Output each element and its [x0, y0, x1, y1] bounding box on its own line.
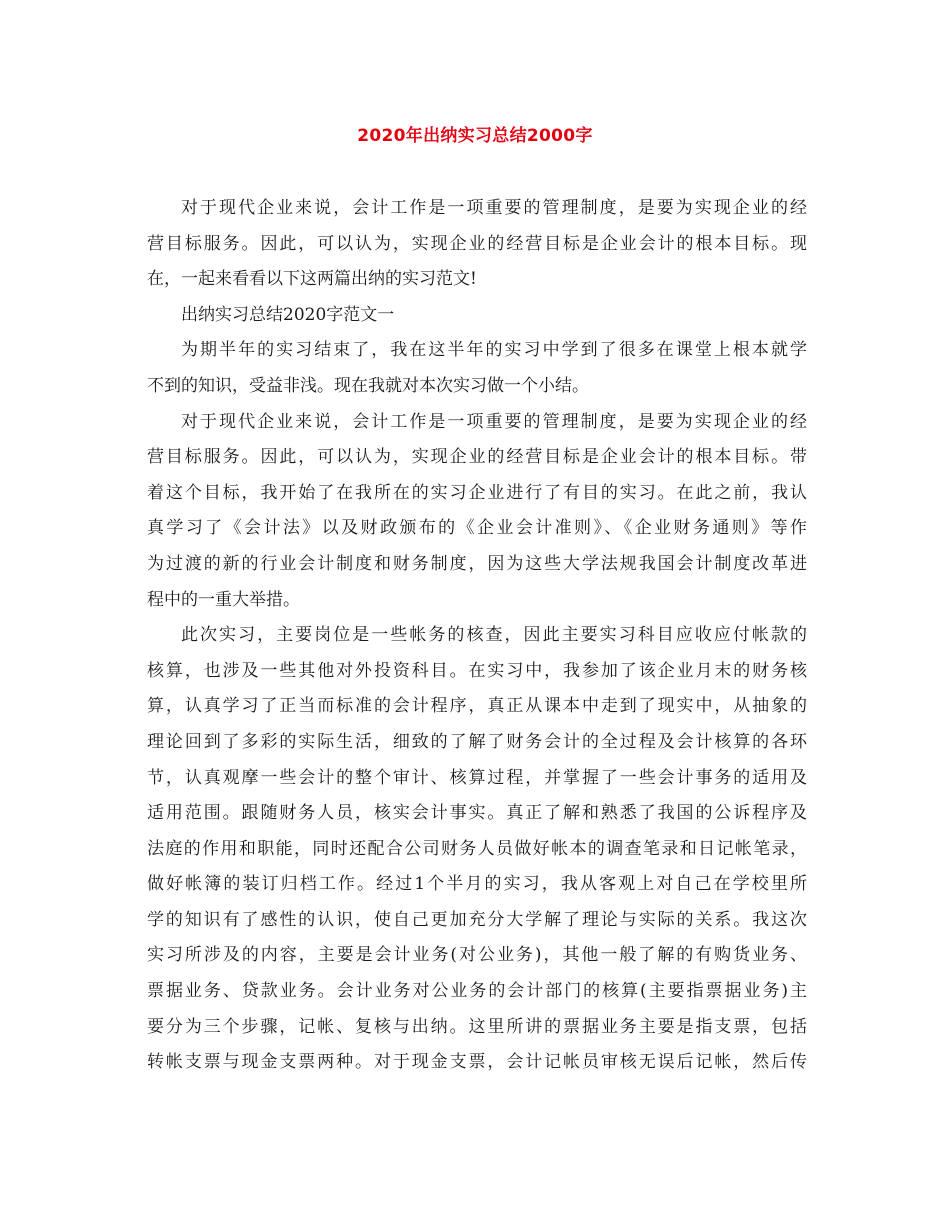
- body-text-line: 营目标服务。因此，可以认为，实现企业的经营目标是企业会计的根本目标。带: [147, 447, 807, 468]
- body-text-line: 实习所涉及的内容，主要是会计业务(对公业务)，其他一般了解的有购货业务、: [147, 945, 807, 966]
- body-text-line: 在，一起来看看以下这两篇出纳的实习范文!: [147, 269, 477, 290]
- body-text-line: 为期半年的实习结束了，我在这半年的实习中学到了很多在课堂上根本就学: [181, 340, 807, 361]
- body-text-line: 转帐支票与现金支票两种。对于现金支票，会计记帐员审核无误后记帐，然后传: [147, 1052, 807, 1073]
- body-text-line: 学的知识有了感性的认识，使自己更加充分大学解了理论与实际的关系。我这次: [147, 909, 807, 930]
- body-text-line: 适用范围。跟随财务人员，核实会计事实。真正了解和熟悉了我国的公诉程序及: [147, 803, 807, 824]
- body-text-line: 不到的知识，受益非浅。现在我就对本次实习做一个小结。: [147, 375, 589, 396]
- document-title: 2020年出纳实习总结2000字: [357, 126, 593, 146]
- body-text-line: 法庭的作用和职能，同时还配合公司财务人员做好帐本的调查笔录和日记帐笔录，: [147, 838, 807, 859]
- document-body: [147, 191, 807, 1081]
- body-text-line: 票据业务、贷款业务。会计业务对公业务的会计部门的核算(主要指票据业务)主: [147, 981, 807, 1002]
- body-text-line: 为过渡的新的行业会计制度和财务制度，因为这些大学法规我国会计制度改革进: [147, 553, 807, 574]
- body-text-line: 要分为三个步骤，记帐、复核与出纳。这里所讲的票据业务主要是指支票，包括: [147, 1016, 807, 1037]
- body-text-line: 营目标服务。因此，可以认为，实现企业的经营目标是企业会计的根本目标。现: [147, 233, 807, 254]
- body-text-line: 核算，也涉及一些其他对外投资科目。在实习中，我参加了该企业月末的财务核: [147, 660, 807, 681]
- body-text-line: 出纳实习总结2020字范文一: [181, 304, 395, 325]
- body-text-line: 着这个目标，我开始了在我所在的实习企业进行了有目的实习。在此之前，我认: [147, 482, 807, 503]
- body-text-line: 理论回到了多彩的实际生活，细致的了解了财务会计的全过程及会计核算的各环: [147, 731, 807, 752]
- body-text-line: 对于现代企业来说，会计工作是一项重要的管理制度，是要为实现企业的经: [181, 411, 807, 432]
- body-text-line: 节，认真观摩一些会计的整个审计、核算过程，并掌握了一些会计事务的适用及: [147, 767, 807, 788]
- body-text-line: 算，认真学习了正当而标准的会计程序，真正从课本中走到了现实中，从抽象的: [147, 696, 807, 717]
- body-text-line: 真学习了《会计法》以及财政颁布的《企业会计准则》、《企业财务通则》等作: [147, 518, 807, 539]
- body-text-line: 程中的一重大举措。: [147, 589, 300, 610]
- body-text-line: 做好帐簿的装订归档工作。经过1个半月的实习，我从客观上对自己在学校里所: [147, 874, 807, 895]
- body-text-line: 对于现代企业来说，会计工作是一项重要的管理制度，是要为实现企业的经: [181, 198, 807, 218]
- body-text-line: 此次实习，主要岗位是一些帐务的核查，因此主要实习科目应收应付帐款的: [181, 625, 807, 646]
